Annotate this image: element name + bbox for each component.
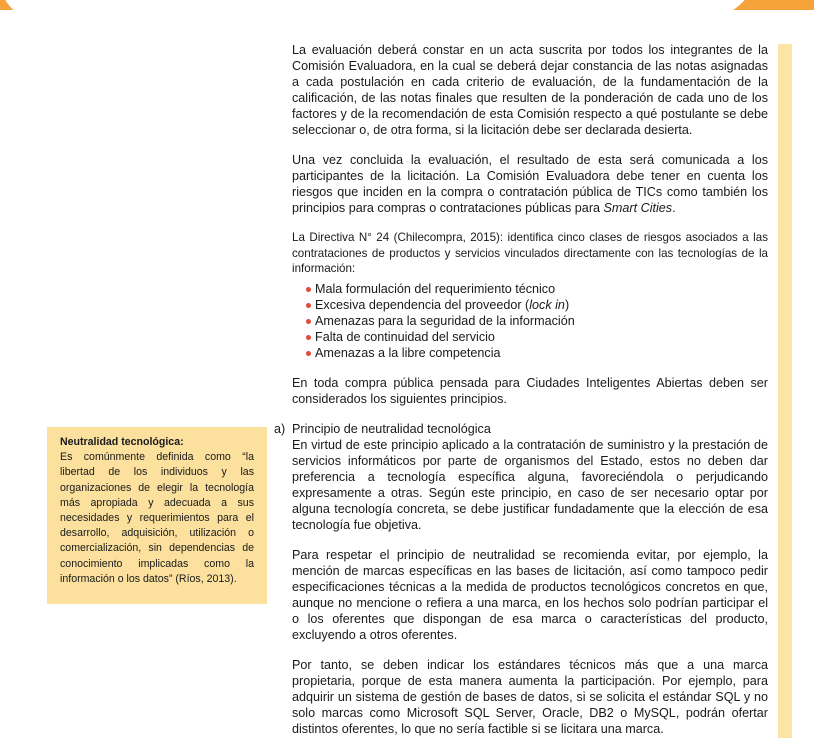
list-item [306, 281, 768, 297]
right-margin-bar [778, 44, 792, 738]
bullet-icon [306, 319, 311, 324]
bullet-icon [306, 287, 311, 292]
paragraph-neutralidad: En virtud de este principio aplicado a la contratación de suministro y la prestación de servicios informáticos por parte de organismos del Estado, estos no deben dar preferencia a tecnología específica alguna, favoreciéndola o perjudicando expresamente a otras. Según este principio, en caso de ser necesario optar por alguna tecnología concreta, se debe justificar fundadamente que la elección de esa tecnología fue objetiva. [292, 437, 768, 532]
principle-title: Principio de neutralidad tecnológica [292, 421, 491, 436]
paragraph-acta: La evaluación deberá constar en un acta suscrita por todos los integrantes de la Comisión Evaluadora, en la cual se deberá dejar constancia de las notas asignadas a cada postulación en cada criterio de evaluación, de la fundamentación de la calificación, de las notas finales que resulten de la ponderación de cada uno de los factores y de la recomendación de esta Comisión respecto a qué postulante se debe seleccionar o, de otra forma, si la licitación debe ser declarada desierta. [292, 43, 768, 137]
bullet-icon [306, 303, 311, 308]
paragraph-resultado [292, 152, 768, 216]
paragraph-principios: En toda compra pública pensada para Ciudades Inteligentes Abiertas deben ser considerados los siguientes principios. [292, 375, 768, 406]
paragraph-estandares: Por tanto, se deben indicar los estándares técnicos más que a una marca propietaria, porque de esta manera aumenta la participación. Por ejemplo, para adquirir un sistema de gestión de bases de datos, si se solicita el estándar SQL y no solo marcas como Microsoft SQL Server, Oracle, DB2 o MySQL, podrán ofertar distintos oferentes, lo que no sería factible si se licitara una marca. [292, 657, 768, 736]
main-content [274, 42, 768, 737]
risk-text: Mala formulación del requerimiento técnico [315, 281, 556, 296]
risk-list [292, 281, 768, 361]
paragraph-marcas: Para respetar el principio de neutralidad se recomienda evitar, por ejemplo, la mención de marcas específicas en las bases de licitación, así como tampoco pedir especificaciones técnicas a la medida de productos tecnológicos concretos en que, aunque no mencione o refiera a una marca, en los hechos solo podrían participar el o los oferentes que dispongan de esa marca o características del producto, excluyendo a otros oferentes. [292, 547, 768, 642]
paragraph-resultado-end: . [672, 201, 676, 215]
definition-sidebar [47, 427, 267, 604]
paragraph-resultado-text: Una vez concluida la evaluación, el resultado de esta será comunicada a los participantes de la licitación. La Comisión Evaluadora debe tener en cuenta los riesgos que inciden en la compra o contratación pública de TICs como también los principios para compras o contrataciones públicas para [292, 153, 768, 215]
risk-text: Excesiva dependencia del proveedor ( [315, 297, 530, 312]
list-item [306, 313, 768, 329]
bullet-icon [306, 335, 311, 340]
risk-text: Falta de continuidad del servicio [315, 329, 495, 344]
lock-in-term: lock in [529, 297, 565, 312]
risk-text: Amenazas a la libre competencia [315, 345, 501, 360]
paragraph-directiva: La Directiva N° 24 (Chilecompra, 2015): identifica cinco clases de riesgos asociados a las contrataciones de productos y servicios vinculados directamente con las tecnologías de la información: [292, 231, 768, 275]
principle-letter: a) [274, 421, 286, 436]
list-item [306, 297, 768, 313]
bullet-icon [306, 351, 311, 356]
sidebar-body: Es comúnmente definida como “la libertad de los individuos y las organizaciones de elegir la tecnología más apropiada y adecuada a sus necesidades y requerimientos para el desarrollo, adquisición, utilización o comercialización, sin dependencias de conocimiento implicadas como la información o los datos” (Ríos, 2013). [60, 451, 254, 585]
risk-text: Amenazas para la seguridad de la información [315, 313, 575, 328]
sidebar-title: Neutralidad tecnológica: [60, 436, 184, 448]
list-item [306, 345, 768, 361]
top-decorative-curve [0, 0, 760, 20]
list-item [306, 329, 768, 345]
smart-cities-term: Smart Cities [603, 201, 673, 215]
principle-section [274, 421, 768, 737]
risk-text-end: ) [564, 297, 570, 312]
